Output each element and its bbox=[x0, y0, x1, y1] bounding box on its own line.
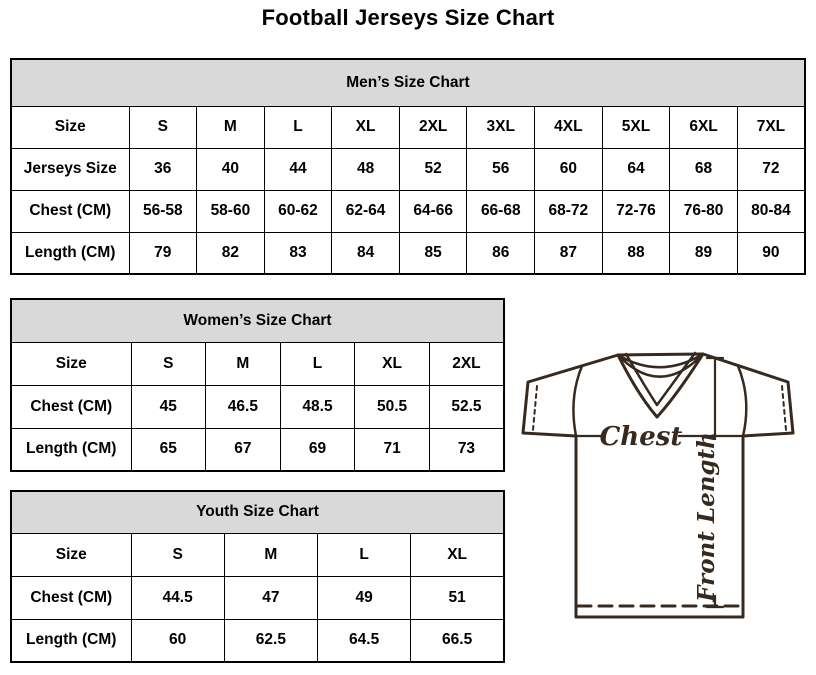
table-cell: 46.5 bbox=[206, 385, 281, 428]
chest-measure-label: Chest bbox=[599, 422, 683, 452]
row-label: Chest (CM) bbox=[11, 190, 129, 232]
row-label: Length (CM) bbox=[11, 619, 131, 662]
table-cell: XL bbox=[411, 533, 504, 576]
table-row bbox=[11, 342, 504, 385]
table-cell: 2XL bbox=[429, 342, 504, 385]
table-cell: 4XL bbox=[535, 106, 603, 148]
page-title: Football Jerseys Size Chart bbox=[261, 5, 555, 30]
table-cell: 62-64 bbox=[332, 190, 400, 232]
table-cell: 50.5 bbox=[355, 385, 430, 428]
table-row bbox=[11, 576, 504, 619]
table-cell: 68-72 bbox=[535, 190, 603, 232]
mens-table-title: Men’s Size Chart bbox=[11, 59, 805, 106]
table-cell: 2XL bbox=[399, 106, 467, 148]
table-cell: XL bbox=[355, 342, 430, 385]
table-cell: 71 bbox=[355, 428, 430, 471]
mens-size-chart-table bbox=[10, 58, 806, 275]
table-cell: 64 bbox=[602, 148, 670, 190]
row-label: Length (CM) bbox=[11, 232, 129, 274]
table-cell: 56-58 bbox=[129, 190, 197, 232]
table-cell: 47 bbox=[224, 576, 317, 619]
table-cell: 48.5 bbox=[280, 385, 355, 428]
row-label: Chest (CM) bbox=[11, 385, 131, 428]
table-cell: 5XL bbox=[602, 106, 670, 148]
table-row bbox=[11, 106, 805, 148]
row-label: Size bbox=[11, 533, 131, 576]
table-cell: 44 bbox=[264, 148, 332, 190]
table-cell: 88 bbox=[602, 232, 670, 274]
front-length-measure-label: Front Length bbox=[693, 432, 720, 602]
table-cell: 82 bbox=[197, 232, 265, 274]
jersey-diagram bbox=[510, 340, 810, 640]
table-cell: 45 bbox=[131, 385, 206, 428]
table-cell: 73 bbox=[429, 428, 504, 471]
table-cell: 3XL bbox=[467, 106, 535, 148]
table-cell: 44.5 bbox=[131, 576, 224, 619]
table-cell: S bbox=[131, 342, 206, 385]
table-row bbox=[11, 533, 504, 576]
table-cell: 64-66 bbox=[399, 190, 467, 232]
table-cell: 79 bbox=[129, 232, 197, 274]
table-cell: 52 bbox=[399, 148, 467, 190]
table-cell: 66-68 bbox=[467, 190, 535, 232]
table-cell: 69 bbox=[280, 428, 355, 471]
table-row bbox=[11, 148, 805, 190]
youth-size-chart-table bbox=[10, 490, 505, 663]
table-cell: S bbox=[129, 106, 197, 148]
table-cell: 36 bbox=[129, 148, 197, 190]
row-label: Jerseys Size bbox=[11, 148, 129, 190]
table-row bbox=[11, 428, 504, 471]
table-cell: 40 bbox=[197, 148, 265, 190]
table-cell: 48 bbox=[332, 148, 400, 190]
table-cell: 58-60 bbox=[197, 190, 265, 232]
table-cell: 60 bbox=[131, 619, 224, 662]
table-cell: 72 bbox=[737, 148, 805, 190]
table-cell: 49 bbox=[318, 576, 411, 619]
table-cell: 52.5 bbox=[429, 385, 504, 428]
table-cell: 76-80 bbox=[670, 190, 738, 232]
table-cell: 85 bbox=[399, 232, 467, 274]
table-cell: 68 bbox=[670, 148, 738, 190]
table-row bbox=[11, 190, 805, 232]
table-cell: 51 bbox=[411, 576, 504, 619]
table-cell: 64.5 bbox=[318, 619, 411, 662]
table-cell: 86 bbox=[467, 232, 535, 274]
table-cell: 62.5 bbox=[224, 619, 317, 662]
table-cell: 67 bbox=[206, 428, 281, 471]
jersey-measurement-illustration bbox=[510, 340, 810, 640]
table-row bbox=[11, 232, 805, 274]
row-label: Chest (CM) bbox=[11, 576, 131, 619]
table-cell: M bbox=[197, 106, 265, 148]
table-cell: 83 bbox=[264, 232, 332, 274]
table-banner-row bbox=[11, 491, 504, 533]
table-cell: M bbox=[206, 342, 281, 385]
table-cell: M bbox=[224, 533, 317, 576]
table-cell: 65 bbox=[131, 428, 206, 471]
table-cell: L bbox=[318, 533, 411, 576]
table-cell: XL bbox=[332, 106, 400, 148]
row-label: Length (CM) bbox=[11, 428, 131, 471]
youth-table-title: Youth Size Chart bbox=[11, 491, 504, 533]
table-row bbox=[11, 619, 504, 662]
table-cell: 72-76 bbox=[602, 190, 670, 232]
table-cell: 84 bbox=[332, 232, 400, 274]
row-label: Size bbox=[11, 342, 131, 385]
table-cell: 80-84 bbox=[737, 190, 805, 232]
table-cell: 89 bbox=[670, 232, 738, 274]
jersey-body-outline bbox=[523, 354, 793, 617]
table-cell: 7XL bbox=[737, 106, 805, 148]
table-cell: S bbox=[131, 533, 224, 576]
table-cell: 90 bbox=[737, 232, 805, 274]
table-cell: 60-62 bbox=[264, 190, 332, 232]
table-row bbox=[11, 385, 504, 428]
womens-size-chart-table bbox=[10, 298, 505, 472]
row-label: Size bbox=[11, 106, 129, 148]
table-cell: L bbox=[280, 342, 355, 385]
womens-table-title: Women’s Size Chart bbox=[11, 299, 504, 342]
table-cell: 56 bbox=[467, 148, 535, 190]
table-cell: 6XL bbox=[670, 106, 738, 148]
table-banner-row bbox=[11, 59, 805, 106]
table-cell: 87 bbox=[535, 232, 603, 274]
table-banner-row bbox=[11, 299, 504, 342]
table-cell: L bbox=[264, 106, 332, 148]
table-cell: 66.5 bbox=[411, 619, 504, 662]
table-cell: 60 bbox=[535, 148, 603, 190]
